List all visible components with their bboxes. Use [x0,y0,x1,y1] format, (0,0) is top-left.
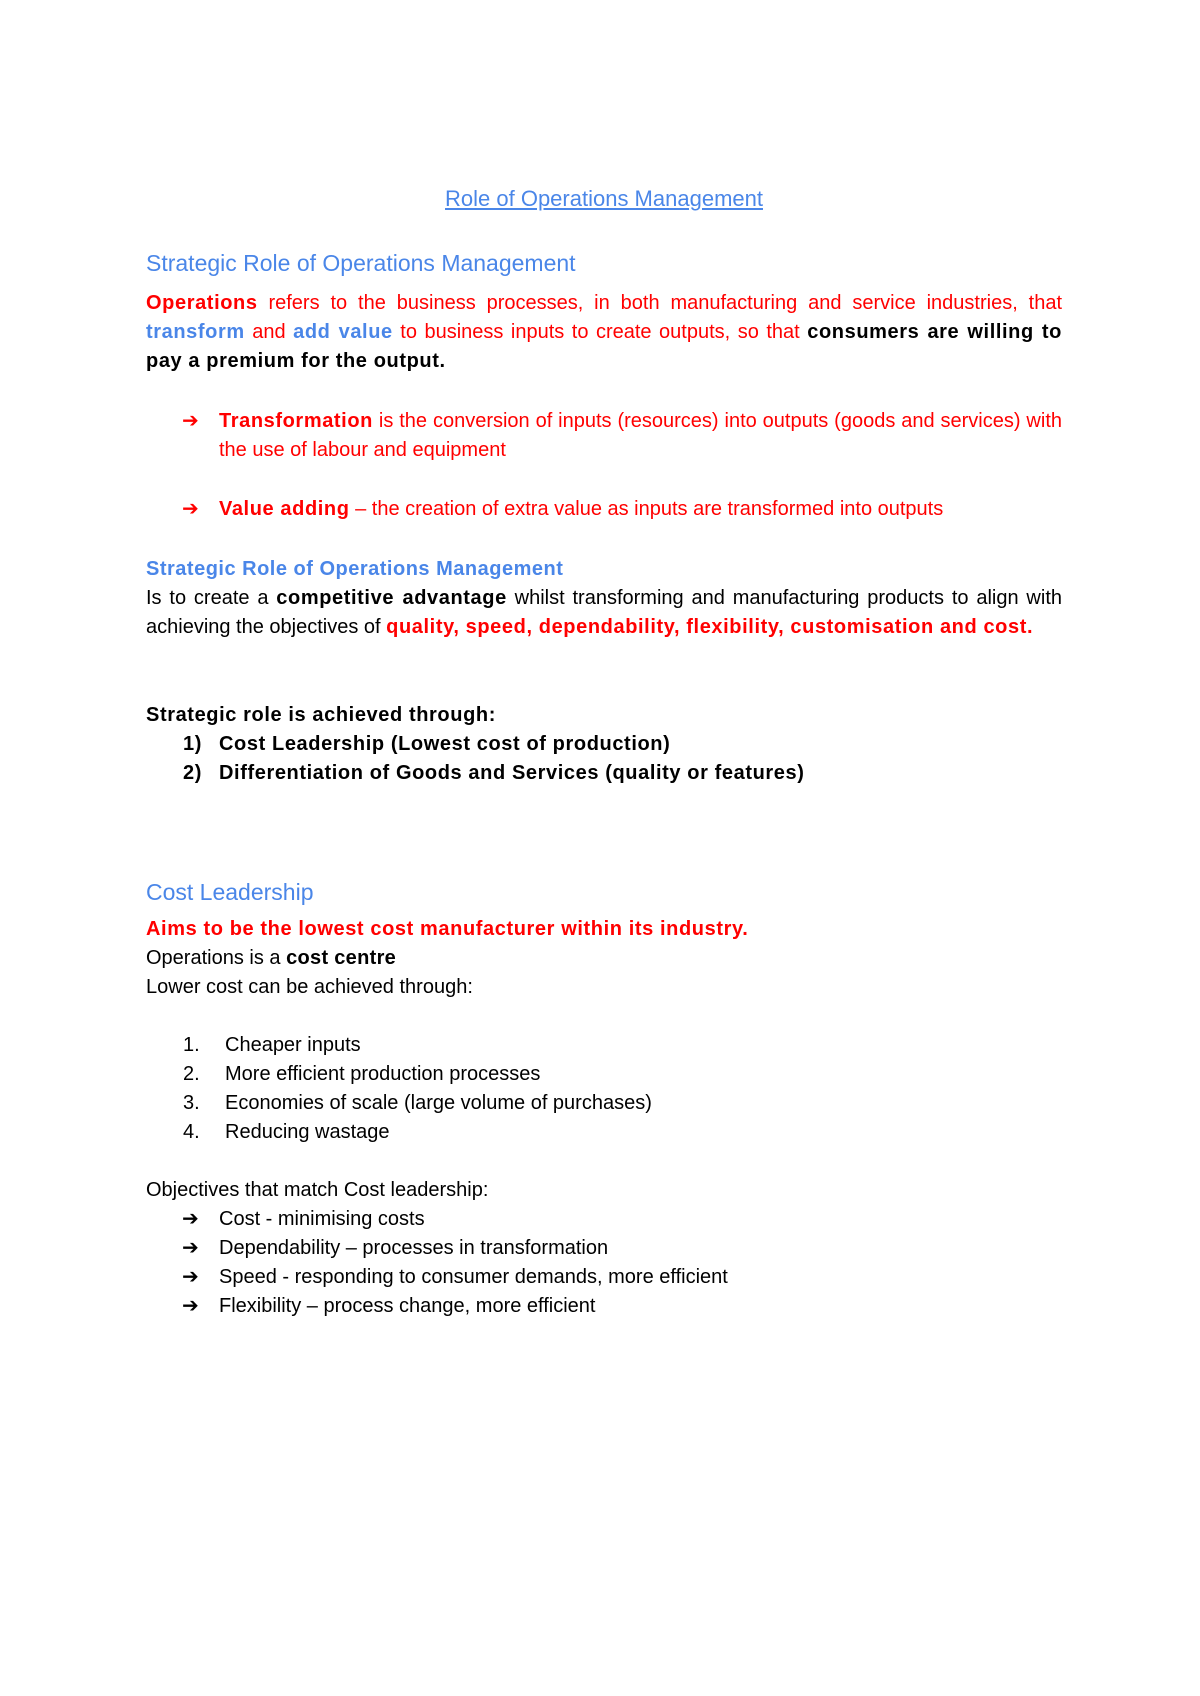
achieved-heading: Strategic role is achieved through: [146,704,496,726]
cost-centre-text: Operations is a [146,947,287,969]
list-item [183,759,202,788]
section-heading-strategic-role-2: Strategic Role of Operations Management [146,558,564,580]
objective-item: Dependability – processes in transformation [219,1237,609,1259]
list-number: 1) [183,733,202,755]
objectives-list-text: quality, speed, dependability, flexibility, customisation and cost. [386,616,1034,638]
objective-item: Flexibility – process change, more efficient [219,1295,596,1317]
bullet-term: Value adding [219,498,350,520]
term-add-value: add value [293,321,393,343]
cost-leadership-aim: Aims to be the lowest cost manufacturer within its industry. [146,918,749,940]
arrow-icon: ➔ [182,1295,199,1317]
para-text-1: Is to create a [146,587,277,609]
bullet-text: is the conversion of inputs (resources) into outputs (goods and services) with the use of labour and equipment [219,410,1062,461]
term-competitive-advantage: competitive advantage [276,587,507,609]
competitive-advantage-paragraph [146,584,1062,642]
arrow-icon: ➔ [182,1237,199,1259]
arrow-icon: ➔ [182,1266,199,1288]
list-number: 1. [183,1034,200,1056]
section-heading-cost-leadership: Cost Leadership [146,879,314,905]
term-operations: Operations [146,292,258,314]
lower-cost-intro: Lower cost can be achieved through: [146,976,473,998]
section-heading-strategic-role: Strategic Role of Operations Management [146,250,576,276]
objective-item: Speed - responding to consumer demands, more efficient [219,1266,728,1288]
objective-item: Cost - minimising costs [219,1208,425,1230]
bullet-term: Transformation [219,410,373,432]
operations-definition [146,289,1062,376]
bullet-text: – the creation of extra value as inputs are transformed into outputs [349,498,944,520]
list-number: 2) [183,762,202,784]
objectives-intro: Objectives that match Cost leadership: [146,1179,489,1201]
list-item-text: More efficient production processes [225,1063,541,1085]
cost-centre-line [146,944,396,973]
arrow-icon: ➔ [182,498,199,520]
list-item [183,730,202,759]
list-item-text: Cheaper inputs [225,1034,361,1056]
list-number: 4. [183,1121,200,1143]
definition-text-3: to business inputs to create outputs, so that [392,321,808,343]
list-item-text: Differentiation of Goods and Services (quality or features) [219,762,805,784]
list-item-text: Cost Leadership (Lowest cost of production) [219,733,671,755]
arrow-icon: ➔ [182,410,199,432]
list-item-text: Economies of scale (large volume of purchases) [225,1092,652,1114]
document-title: Role of Operations Management [445,186,763,211]
cost-centre-term: cost centre [286,947,397,969]
para-text-2: whilst transforming and manufacturing products to align with achieving the objectives of [146,587,1062,638]
definition-text-1: refers to the business processes, in both manufacturing and service industries, that [257,292,1062,314]
list-item-text: Reducing wastage [225,1121,390,1143]
definition-bold-end: consumers are willing to pay a premium for the output. [146,321,1062,372]
list-number: 2. [183,1063,200,1085]
term-transform: transform [146,321,245,343]
definition-text-2: and [244,321,294,343]
list-number: 3. [183,1092,200,1114]
arrow-icon: ➔ [182,1208,199,1230]
